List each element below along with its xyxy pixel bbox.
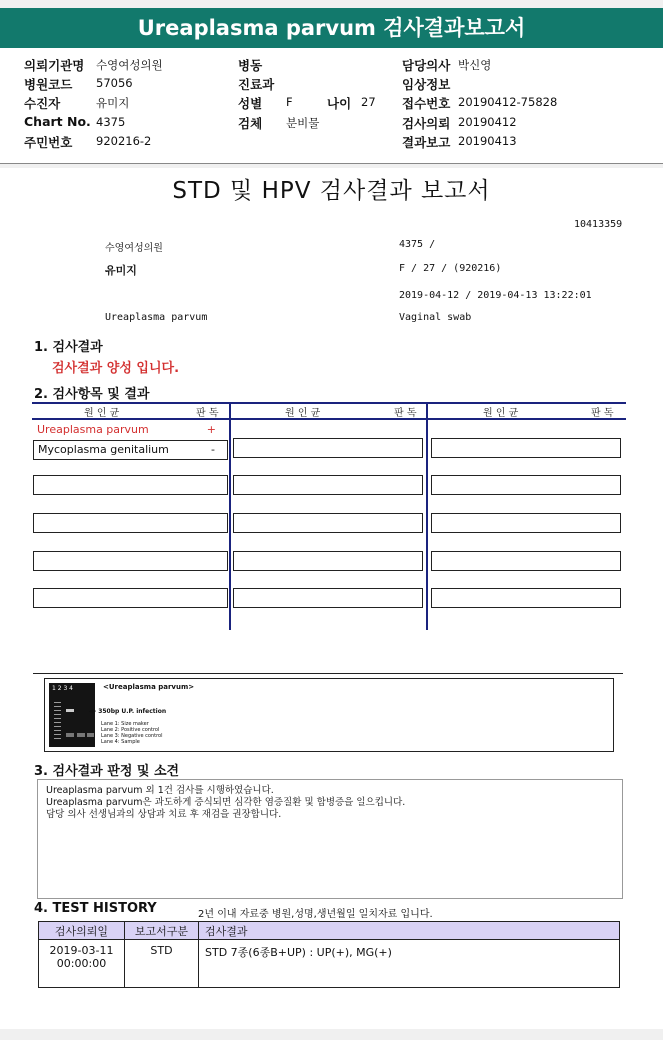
institution-label: 의뢰기관명 bbox=[24, 58, 85, 73]
history-date-cell bbox=[39, 940, 125, 988]
empty-cell bbox=[431, 551, 621, 571]
primer-band bbox=[66, 733, 74, 737]
rrn-label: 주민번호 bbox=[24, 135, 73, 150]
col-judgement-3: 판 독 bbox=[591, 408, 614, 419]
empty-cell bbox=[431, 438, 621, 458]
report-date-label: 결과보고 bbox=[402, 135, 451, 150]
report-title: STD 및 HPV 검사결과 보고서 bbox=[172, 178, 491, 204]
section-1-heading: 1. 검사결과 bbox=[34, 340, 103, 355]
empty-cell bbox=[233, 551, 423, 571]
report-banner-title: Ureaplasma parvum 검사결과보고서 bbox=[0, 8, 663, 48]
request-value: 20190412 bbox=[458, 115, 517, 129]
patient-value: 유미지 bbox=[96, 96, 130, 110]
gel-legend-3: Lane 3: Negative control bbox=[101, 733, 163, 739]
pathogen-result-1: + bbox=[206, 423, 216, 436]
sex-value: F bbox=[286, 95, 293, 109]
specimen-value: 분비물 bbox=[286, 116, 320, 130]
col-judgement-1: 판 독 bbox=[196, 408, 219, 419]
empty-cell bbox=[431, 588, 621, 608]
col-pathogen-3: 원 인 균 bbox=[483, 408, 519, 419]
col-judgement-2: 판 독 bbox=[394, 408, 417, 419]
empty-cell bbox=[33, 513, 228, 533]
divider bbox=[33, 673, 623, 674]
result-row-1 bbox=[33, 421, 228, 441]
table-row bbox=[39, 940, 620, 988]
empty-cell bbox=[233, 588, 423, 608]
gel-legend-1: Lane 1: Size maker bbox=[101, 721, 149, 727]
empty-cell bbox=[431, 475, 621, 495]
hospital-code-label: 병원코드 bbox=[24, 77, 73, 92]
dept-label: 진료과 bbox=[238, 77, 275, 92]
test-history-table bbox=[38, 921, 620, 988]
column-divider-2 bbox=[426, 404, 428, 630]
gel-legend-4: Lane 4: Sample bbox=[101, 739, 140, 745]
history-header-result: 검사결과 bbox=[199, 922, 620, 940]
gel-image-panel bbox=[44, 678, 614, 752]
pathogen-name-1: Ureaplasma parvum bbox=[37, 423, 149, 436]
receipt-label: 접수번호 bbox=[402, 96, 451, 111]
section-2-heading: 2. 검사항목 및 결과 bbox=[34, 387, 150, 402]
chart-line: 4375 / bbox=[399, 239, 436, 250]
section-3-heading: 3. 검사결과 판정 및 소견 bbox=[34, 764, 180, 779]
hospital-code-value: 57056 bbox=[96, 76, 133, 90]
clinical-label: 임상정보 bbox=[402, 77, 451, 92]
empty-cell bbox=[233, 475, 423, 495]
chart-value: 4375 bbox=[96, 115, 126, 129]
table-top-rule bbox=[32, 402, 626, 404]
empty-cell bbox=[33, 551, 228, 571]
opinion-textbox bbox=[37, 779, 623, 899]
table-header-rule bbox=[32, 418, 626, 420]
report-id: 10413359 bbox=[574, 219, 623, 230]
col-pathogen-2: 원 인 균 bbox=[285, 408, 321, 419]
rrn-value: 920216-2 bbox=[96, 134, 152, 148]
sex-age-line: F / 27 / (920216) bbox=[399, 263, 502, 274]
section-4-heading: 4. TEST HISTORY bbox=[34, 901, 157, 916]
history-note: 2년 이내 자료중 병원,성명,생년월일 일치자료 입니다. bbox=[198, 909, 433, 920]
history-date: 2019-03-11 bbox=[49, 944, 114, 957]
ward-label: 병동 bbox=[238, 58, 263, 73]
empty-cell bbox=[431, 513, 621, 533]
institution-value: 수영여성의원 bbox=[96, 58, 163, 72]
result-row-2 bbox=[33, 440, 228, 460]
size-marker-ladder bbox=[54, 699, 61, 739]
empty-cell bbox=[233, 513, 423, 533]
test-name: Ureaplasma parvum bbox=[105, 312, 208, 323]
opinion-line-1: Ureaplasma parvum 외 1건 검사를 시행하였습니다. bbox=[46, 785, 274, 796]
history-header-type: 보고서구분 bbox=[125, 922, 199, 940]
age-value: 27 bbox=[361, 95, 376, 109]
empty-cell bbox=[233, 438, 423, 458]
report-date-value: 20190413 bbox=[458, 134, 517, 148]
history-header-date: 검사의뢰일 bbox=[39, 922, 125, 940]
gel-title: <Ureaplasma parvum> bbox=[103, 683, 195, 691]
age-label: 나이 bbox=[327, 96, 352, 111]
report-page bbox=[0, 168, 663, 1029]
primer-band bbox=[87, 733, 94, 737]
sample-type: Vaginal swab bbox=[399, 312, 472, 323]
request-label: 검사의뢰 bbox=[402, 116, 451, 131]
chart-label: Chart No. bbox=[24, 114, 91, 129]
opinion-line-3: 담당 의사 선생님과의 상담과 치료 후 재검을 권장합니다. bbox=[46, 809, 282, 820]
gel-electrophoresis-image bbox=[49, 683, 95, 747]
opinion-line-2: Ureaplasma parvum은 과도하게 증식되면 심각한 염증질환 및 합병증을 일으킵니다. bbox=[46, 797, 406, 808]
clinic-name: 수영여성의원 bbox=[105, 243, 163, 254]
gel-band-annotation: ◀- 350bp U.P. infection bbox=[89, 708, 167, 715]
patient-header bbox=[0, 48, 663, 164]
receipt-value: 20190412-75828 bbox=[458, 95, 558, 109]
primer-band bbox=[77, 733, 85, 737]
patient-name: 유미지 bbox=[105, 264, 137, 277]
date-line: 2019-04-12 / 2019-04-13 13:22:01 bbox=[399, 290, 592, 301]
history-type: STD bbox=[125, 940, 199, 988]
pathogen-name-2: Mycoplasma genitalium bbox=[38, 443, 169, 456]
doctor-label: 담당의사 bbox=[402, 58, 451, 73]
column-divider-1 bbox=[229, 404, 231, 630]
doctor-value: 박신영 bbox=[458, 58, 492, 72]
pathogen-result-2: - bbox=[211, 443, 215, 456]
patient-label: 수진자 bbox=[24, 96, 61, 111]
sex-label: 성별 bbox=[238, 96, 263, 111]
col-pathogen-1: 원 인 균 bbox=[84, 408, 120, 419]
empty-cell bbox=[33, 475, 228, 495]
history-result: STD 7종(6종B+UP) : UP(+), MG(+) bbox=[199, 940, 620, 988]
empty-cell bbox=[33, 588, 228, 608]
history-time: 00:00:00 bbox=[56, 957, 107, 970]
result-positive-text: 검사결과 양성 입니다. bbox=[52, 361, 180, 376]
specimen-label: 검체 bbox=[238, 116, 263, 131]
gel-lane-numbers: 1 2 3 4 bbox=[52, 685, 73, 692]
gel-legend-2: Lane 2: Positive control bbox=[101, 727, 160, 733]
positive-band bbox=[66, 709, 74, 712]
